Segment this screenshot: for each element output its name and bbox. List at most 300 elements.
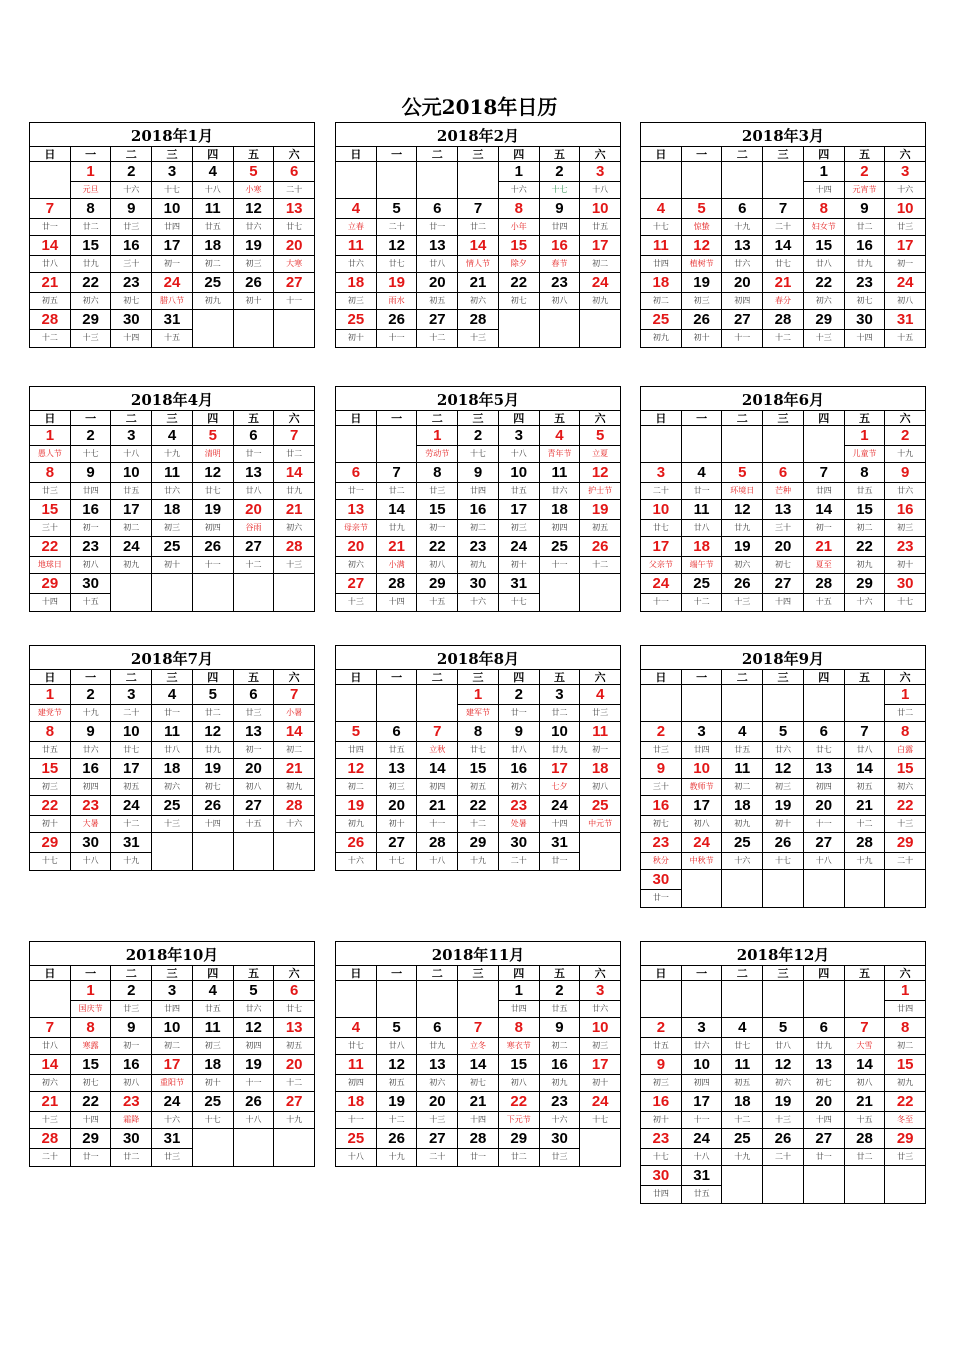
day-cell[interactable] [540, 1055, 581, 1091]
day-cell[interactable] [336, 236, 377, 272]
day-cell[interactable] [499, 537, 540, 573]
day-cell[interactable] [682, 310, 723, 347]
day-cell[interactable] [641, 1166, 682, 1203]
day-cell[interactable] [152, 236, 193, 272]
day-cell[interactable] [30, 500, 71, 536]
day-cell[interactable] [458, 273, 499, 309]
day-cell[interactable] [111, 833, 152, 870]
day-cell[interactable] [885, 833, 925, 869]
day-cell[interactable] [234, 1055, 275, 1091]
day-cell[interactable] [641, 574, 682, 611]
day-cell[interactable] [111, 273, 152, 309]
day-cell[interactable] [722, 236, 763, 272]
day-cell[interactable] [580, 463, 620, 499]
day-cell[interactable] [458, 500, 499, 536]
day-cell[interactable] [71, 981, 112, 1017]
day-cell[interactable] [71, 574, 112, 611]
day-cell[interactable] [71, 759, 112, 795]
day-cell[interactable] [152, 981, 193, 1017]
day-cell[interactable] [682, 1129, 723, 1165]
day-cell[interactable] [30, 1018, 71, 1054]
day-cell[interactable] [580, 199, 620, 235]
day-cell[interactable] [885, 273, 925, 309]
day-cell[interactable] [845, 833, 886, 869]
day-cell[interactable] [763, 537, 804, 573]
day-cell[interactable] [682, 1055, 723, 1091]
day-cell[interactable] [540, 236, 581, 272]
day-cell[interactable] [804, 1129, 845, 1165]
day-cell[interactable] [763, 236, 804, 272]
day-cell[interactable] [71, 796, 112, 832]
day-cell[interactable] [722, 500, 763, 536]
day-cell[interactable] [274, 981, 314, 1017]
day-cell[interactable] [580, 981, 620, 1017]
day-cell[interactable] [234, 1092, 275, 1128]
day-cell[interactable] [499, 685, 540, 721]
day-cell[interactable] [499, 833, 540, 870]
day-cell[interactable] [234, 236, 275, 272]
day-cell[interactable] [152, 1129, 193, 1166]
day-cell[interactable] [580, 1018, 620, 1054]
day-cell[interactable] [336, 537, 377, 573]
day-cell[interactable] [641, 833, 682, 869]
day-cell[interactable] [804, 500, 845, 536]
day-cell[interactable] [417, 759, 458, 795]
day-cell[interactable] [885, 722, 925, 758]
day-cell[interactable] [152, 162, 193, 198]
day-cell[interactable] [845, 500, 886, 536]
day-cell[interactable] [845, 426, 886, 462]
day-cell[interactable] [722, 1129, 763, 1165]
day-cell[interactable] [885, 981, 925, 1017]
day-cell[interactable] [274, 1092, 314, 1128]
day-cell[interactable] [111, 1055, 152, 1091]
day-cell[interactable] [540, 426, 581, 462]
day-cell[interactable] [71, 722, 112, 758]
day-cell[interactable] [193, 162, 234, 198]
day-cell[interactable] [580, 1092, 620, 1128]
day-cell[interactable] [193, 500, 234, 536]
day-cell[interactable] [111, 981, 152, 1017]
day-cell[interactable] [499, 273, 540, 309]
day-cell[interactable] [804, 310, 845, 347]
day-cell[interactable] [885, 162, 925, 198]
day-cell[interactable] [682, 833, 723, 869]
day-cell[interactable] [804, 1018, 845, 1054]
day-cell[interactable] [885, 1018, 925, 1054]
day-cell[interactable] [804, 722, 845, 758]
day-cell[interactable] [71, 310, 112, 347]
day-cell[interactable] [804, 759, 845, 795]
day-cell[interactable] [845, 759, 886, 795]
day-cell[interactable] [377, 1092, 418, 1128]
day-cell[interactable] [377, 574, 418, 611]
day-cell[interactable] [763, 833, 804, 869]
day-cell[interactable] [193, 273, 234, 309]
day-cell[interactable] [641, 759, 682, 795]
day-cell[interactable] [234, 981, 275, 1017]
day-cell[interactable] [641, 1129, 682, 1165]
day-cell[interactable] [458, 1092, 499, 1128]
day-cell[interactable] [845, 236, 886, 272]
day-cell[interactable] [722, 759, 763, 795]
day-cell[interactable] [641, 463, 682, 499]
day-cell[interactable] [111, 236, 152, 272]
day-cell[interactable] [499, 162, 540, 198]
day-cell[interactable] [580, 722, 620, 758]
day-cell[interactable] [580, 759, 620, 795]
day-cell[interactable] [885, 759, 925, 795]
day-cell[interactable] [377, 1129, 418, 1166]
day-cell[interactable] [193, 463, 234, 499]
day-cell[interactable] [804, 574, 845, 611]
day-cell[interactable] [71, 1092, 112, 1128]
day-cell[interactable] [417, 1092, 458, 1128]
day-cell[interactable] [845, 1092, 886, 1128]
day-cell[interactable] [30, 537, 71, 573]
day-cell[interactable] [885, 310, 925, 347]
day-cell[interactable] [71, 685, 112, 721]
day-cell[interactable] [417, 273, 458, 309]
day-cell[interactable] [152, 273, 193, 309]
day-cell[interactable] [682, 537, 723, 573]
day-cell[interactable] [234, 537, 275, 573]
day-cell[interactable] [30, 463, 71, 499]
day-cell[interactable] [111, 759, 152, 795]
day-cell[interactable] [111, 1018, 152, 1054]
day-cell[interactable] [193, 199, 234, 235]
day-cell[interactable] [234, 796, 275, 832]
day-cell[interactable] [193, 236, 234, 272]
day-cell[interactable] [417, 537, 458, 573]
day-cell[interactable] [274, 273, 314, 309]
day-cell[interactable] [193, 426, 234, 462]
day-cell[interactable] [641, 796, 682, 832]
day-cell[interactable] [580, 685, 620, 721]
day-cell[interactable] [845, 199, 886, 235]
day-cell[interactable] [458, 833, 499, 870]
day-cell[interactable] [152, 759, 193, 795]
day-cell[interactable] [804, 162, 845, 198]
day-cell[interactable] [763, 796, 804, 832]
day-cell[interactable] [336, 199, 377, 235]
day-cell[interactable] [152, 310, 193, 347]
day-cell[interactable] [458, 199, 499, 235]
day-cell[interactable] [30, 796, 71, 832]
day-cell[interactable] [193, 1055, 234, 1091]
day-cell[interactable] [804, 1055, 845, 1091]
day-cell[interactable] [274, 537, 314, 573]
day-cell[interactable] [885, 685, 925, 721]
day-cell[interactable] [763, 1129, 804, 1165]
day-cell[interactable] [458, 722, 499, 758]
day-cell[interactable] [845, 273, 886, 309]
day-cell[interactable] [111, 1129, 152, 1166]
day-cell[interactable] [274, 796, 314, 832]
day-cell[interactable] [71, 426, 112, 462]
day-cell[interactable] [763, 759, 804, 795]
day-cell[interactable] [722, 537, 763, 573]
day-cell[interactable] [641, 1092, 682, 1128]
day-cell[interactable] [580, 1055, 620, 1091]
day-cell[interactable] [845, 310, 886, 347]
day-cell[interactable] [641, 722, 682, 758]
day-cell[interactable] [763, 463, 804, 499]
day-cell[interactable] [30, 759, 71, 795]
day-cell[interactable] [540, 722, 581, 758]
day-cell[interactable] [722, 833, 763, 869]
day-cell[interactable] [193, 759, 234, 795]
day-cell[interactable] [885, 537, 925, 573]
day-cell[interactable] [193, 1018, 234, 1054]
day-cell[interactable] [722, 463, 763, 499]
day-cell[interactable] [30, 273, 71, 309]
day-cell[interactable] [845, 162, 886, 198]
day-cell[interactable] [417, 574, 458, 611]
day-cell[interactable] [682, 199, 723, 235]
day-cell[interactable] [417, 500, 458, 536]
day-cell[interactable] [722, 796, 763, 832]
day-cell[interactable] [234, 1018, 275, 1054]
day-cell[interactable] [71, 537, 112, 573]
day-cell[interactable] [804, 537, 845, 573]
day-cell[interactable] [540, 273, 581, 309]
day-cell[interactable] [417, 722, 458, 758]
day-cell[interactable] [274, 236, 314, 272]
day-cell[interactable] [499, 722, 540, 758]
day-cell[interactable] [885, 500, 925, 536]
day-cell[interactable] [885, 796, 925, 832]
day-cell[interactable] [641, 500, 682, 536]
day-cell[interactable] [336, 1018, 377, 1054]
day-cell[interactable] [417, 1055, 458, 1091]
day-cell[interactable] [682, 759, 723, 795]
day-cell[interactable] [111, 310, 152, 347]
day-cell[interactable] [885, 574, 925, 611]
day-cell[interactable] [71, 833, 112, 870]
day-cell[interactable] [763, 722, 804, 758]
day-cell[interactable] [682, 574, 723, 611]
day-cell[interactable] [71, 1055, 112, 1091]
day-cell[interactable] [111, 162, 152, 198]
day-cell[interactable] [682, 500, 723, 536]
day-cell[interactable] [417, 199, 458, 235]
day-cell[interactable] [111, 426, 152, 462]
day-cell[interactable] [377, 273, 418, 309]
day-cell[interactable] [336, 1092, 377, 1128]
day-cell[interactable] [458, 1018, 499, 1054]
day-cell[interactable] [274, 722, 314, 758]
day-cell[interactable] [580, 796, 620, 832]
day-cell[interactable] [71, 463, 112, 499]
day-cell[interactable] [30, 574, 71, 611]
day-cell[interactable] [274, 500, 314, 536]
day-cell[interactable] [540, 759, 581, 795]
day-cell[interactable] [804, 463, 845, 499]
day-cell[interactable] [499, 236, 540, 272]
day-cell[interactable] [234, 199, 275, 235]
day-cell[interactable] [580, 273, 620, 309]
day-cell[interactable] [274, 1055, 314, 1091]
day-cell[interactable] [540, 162, 581, 198]
day-cell[interactable] [71, 1129, 112, 1166]
day-cell[interactable] [845, 1018, 886, 1054]
day-cell[interactable] [499, 1129, 540, 1166]
day-cell[interactable] [580, 500, 620, 536]
day-cell[interactable] [193, 537, 234, 573]
day-cell[interactable] [377, 796, 418, 832]
day-cell[interactable] [722, 1055, 763, 1091]
day-cell[interactable] [377, 833, 418, 870]
day-cell[interactable] [540, 981, 581, 1017]
day-cell[interactable] [234, 463, 275, 499]
day-cell[interactable] [499, 759, 540, 795]
day-cell[interactable] [274, 685, 314, 721]
day-cell[interactable] [580, 162, 620, 198]
day-cell[interactable] [499, 796, 540, 832]
day-cell[interactable] [885, 463, 925, 499]
day-cell[interactable] [804, 273, 845, 309]
day-cell[interactable] [580, 236, 620, 272]
day-cell[interactable] [417, 796, 458, 832]
day-cell[interactable] [804, 833, 845, 869]
day-cell[interactable] [234, 426, 275, 462]
day-cell[interactable] [722, 1092, 763, 1128]
day-cell[interactable] [845, 463, 886, 499]
day-cell[interactable] [336, 1129, 377, 1166]
day-cell[interactable] [499, 574, 540, 611]
day-cell[interactable] [234, 500, 275, 536]
day-cell[interactable] [763, 1092, 804, 1128]
day-cell[interactable] [377, 759, 418, 795]
day-cell[interactable] [30, 833, 71, 870]
day-cell[interactable] [682, 1092, 723, 1128]
day-cell[interactable] [152, 426, 193, 462]
day-cell[interactable] [152, 500, 193, 536]
day-cell[interactable] [336, 574, 377, 611]
day-cell[interactable] [111, 685, 152, 721]
day-cell[interactable] [580, 537, 620, 573]
day-cell[interactable] [336, 310, 377, 347]
day-cell[interactable] [417, 310, 458, 347]
day-cell[interactable] [377, 1018, 418, 1054]
day-cell[interactable] [234, 685, 275, 721]
day-cell[interactable] [30, 1055, 71, 1091]
day-cell[interactable] [30, 685, 71, 721]
day-cell[interactable] [458, 537, 499, 573]
day-cell[interactable] [377, 537, 418, 573]
day-cell[interactable] [682, 463, 723, 499]
day-cell[interactable] [71, 162, 112, 198]
day-cell[interactable] [336, 1055, 377, 1091]
day-cell[interactable] [885, 236, 925, 272]
day-cell[interactable] [722, 310, 763, 347]
day-cell[interactable] [682, 1166, 723, 1203]
day-cell[interactable] [458, 310, 499, 347]
day-cell[interactable] [540, 500, 581, 536]
day-cell[interactable] [722, 199, 763, 235]
day-cell[interactable] [71, 1018, 112, 1054]
day-cell[interactable] [540, 537, 581, 573]
day-cell[interactable] [763, 1055, 804, 1091]
day-cell[interactable] [30, 1129, 71, 1166]
day-cell[interactable] [641, 870, 682, 907]
day-cell[interactable] [580, 426, 620, 462]
day-cell[interactable] [336, 796, 377, 832]
day-cell[interactable] [111, 722, 152, 758]
day-cell[interactable] [152, 685, 193, 721]
day-cell[interactable] [152, 722, 193, 758]
day-cell[interactable] [274, 463, 314, 499]
day-cell[interactable] [377, 463, 418, 499]
day-cell[interactable] [458, 1055, 499, 1091]
day-cell[interactable] [152, 537, 193, 573]
day-cell[interactable] [885, 199, 925, 235]
day-cell[interactable] [641, 1055, 682, 1091]
day-cell[interactable] [845, 574, 886, 611]
day-cell[interactable] [804, 1092, 845, 1128]
day-cell[interactable] [499, 1092, 540, 1128]
day-cell[interactable] [417, 1018, 458, 1054]
day-cell[interactable] [71, 199, 112, 235]
day-cell[interactable] [885, 426, 925, 462]
day-cell[interactable] [722, 722, 763, 758]
day-cell[interactable] [274, 1018, 314, 1054]
day-cell[interactable] [193, 1092, 234, 1128]
day-cell[interactable] [641, 1018, 682, 1054]
day-cell[interactable] [417, 1129, 458, 1166]
day-cell[interactable] [540, 1092, 581, 1128]
day-cell[interactable] [274, 759, 314, 795]
day-cell[interactable] [111, 1092, 152, 1128]
day-cell[interactable] [722, 1018, 763, 1054]
day-cell[interactable] [458, 796, 499, 832]
day-cell[interactable] [274, 426, 314, 462]
day-cell[interactable] [458, 685, 499, 721]
day-cell[interactable] [234, 273, 275, 309]
day-cell[interactable] [234, 162, 275, 198]
day-cell[interactable] [30, 722, 71, 758]
day-cell[interactable] [336, 833, 377, 870]
day-cell[interactable] [540, 796, 581, 832]
day-cell[interactable] [641, 199, 682, 235]
day-cell[interactable] [540, 1129, 581, 1166]
day-cell[interactable] [111, 537, 152, 573]
day-cell[interactable] [417, 236, 458, 272]
day-cell[interactable] [377, 722, 418, 758]
day-cell[interactable] [458, 463, 499, 499]
day-cell[interactable] [499, 1055, 540, 1091]
day-cell[interactable] [193, 796, 234, 832]
day-cell[interactable] [30, 310, 71, 347]
day-cell[interactable] [193, 981, 234, 1017]
day-cell[interactable] [274, 199, 314, 235]
day-cell[interactable] [458, 759, 499, 795]
day-cell[interactable] [540, 833, 581, 870]
day-cell[interactable] [804, 236, 845, 272]
day-cell[interactable] [336, 722, 377, 758]
day-cell[interactable] [336, 273, 377, 309]
day-cell[interactable] [234, 722, 275, 758]
day-cell[interactable] [763, 199, 804, 235]
day-cell[interactable] [30, 199, 71, 235]
day-cell[interactable] [152, 463, 193, 499]
day-cell[interactable] [682, 273, 723, 309]
day-cell[interactable] [845, 722, 886, 758]
day-cell[interactable] [722, 574, 763, 611]
day-cell[interactable] [336, 500, 377, 536]
day-cell[interactable] [763, 500, 804, 536]
